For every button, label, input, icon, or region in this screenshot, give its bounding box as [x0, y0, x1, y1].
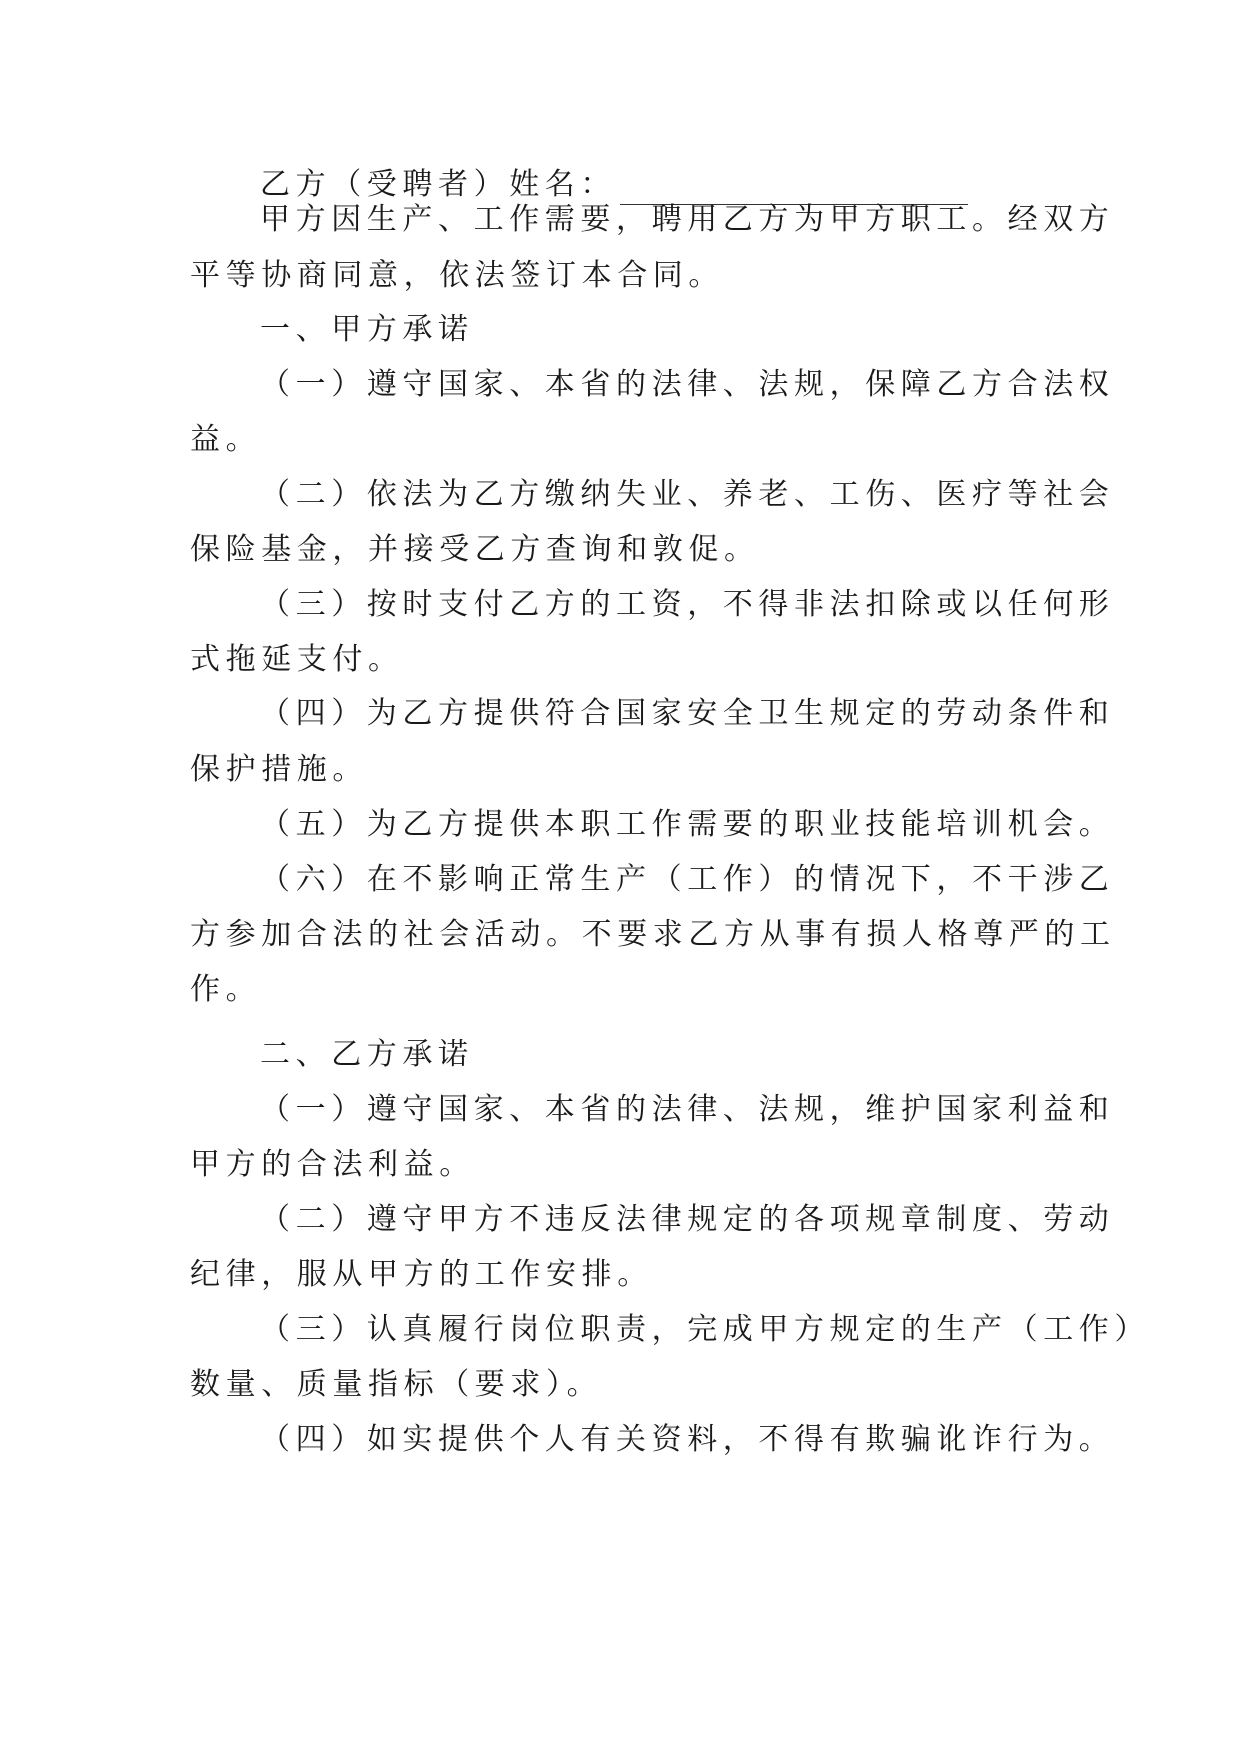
party-b-clause-3-line-2: 数量、质量指标（要求）。 — [190, 1367, 603, 1402]
party-a-clause-3-line-2: 式拖延支付。 — [190, 642, 404, 677]
party-a-clause-3-line-1: （三）按时支付乙方的工资，不得非法扣除或以任何形 — [260, 587, 1115, 622]
party-b-clause-4: （四）如实提供个人有关资料，不得有欺骗讹诈行为。 — [260, 1422, 1115, 1457]
party-a-clause-6-line-1: （六）在不影响正常生产（工作）的情况下，不干涉乙 — [260, 862, 1115, 897]
party-b-clause-2-line-1: （二）遵守甲方不违反法律规定的各项规章制度、劳动 — [260, 1202, 1115, 1237]
intro-paragraph-line-1: 甲方因生产、工作需要，聘用乙方为甲方职工。经双方 — [260, 202, 1115, 237]
party-a-clause-5: （五）为乙方提供本职工作需要的职业技能培训机会。 — [260, 807, 1115, 842]
party-a-clause-6-line-2: 方参加合法的社会活动。不要求乙方从事有损人格尊严的工 — [190, 917, 1116, 952]
party-a-clause-4-line-2: 保护措施。 — [190, 752, 368, 787]
party-a-clause-2-line-1: （二）依法为乙方缴纳失业、养老、工伤、医疗等社会 — [260, 477, 1115, 512]
section-heading-party-a: 一、甲方承诺 — [260, 312, 474, 347]
party-b-clause-1-line-2: 甲方的合法利益。 — [190, 1147, 475, 1182]
name-field-row — [260, 165, 1070, 205]
party-a-clause-1-line-1: （一）遵守国家、本省的法律、法规，保障乙方合法权 — [260, 367, 1115, 402]
party-b-clause-3-line-1: （三）认真履行岗位职责，完成甲方规定的生产（工作） — [260, 1312, 1150, 1347]
name-label: 乙方（受聘者）姓名： — [260, 167, 616, 202]
party-b-clause-1-line-1: （一）遵守国家、本省的法律、法规，维护国家利益和 — [260, 1092, 1115, 1127]
party-a-clause-2-line-2: 保险基金，并接受乙方查询和敦促。 — [190, 532, 760, 567]
party-b-clause-2-line-2: 纪律，服从甲方的工作安排。 — [190, 1257, 653, 1292]
party-a-clause-1-line-2: 益。 — [190, 422, 262, 457]
section-heading-party-b: 二、乙方承诺 — [260, 1037, 474, 1072]
party-a-clause-4-line-1: （四）为乙方提供符合国家安全卫生规定的劳动条件和 — [260, 696, 1115, 731]
party-a-clause-6-line-3: 作。 — [190, 972, 262, 1007]
intro-paragraph-line-2: 平等协商同意，依法签订本合同。 — [190, 258, 724, 293]
